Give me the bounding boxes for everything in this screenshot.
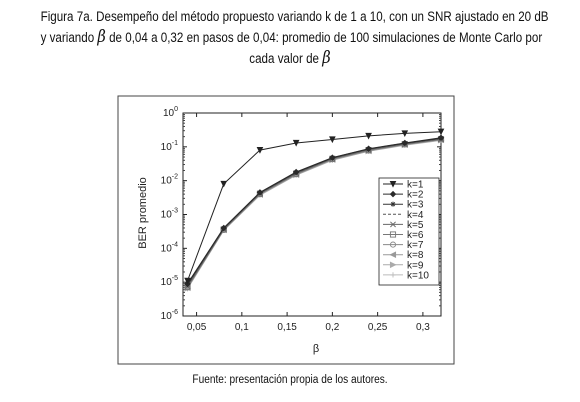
legend-label: k=7 [407,240,424,252]
y-tick-label: $10^{-5}$ [160,275,178,289]
caption-beta-symbol-2: β [322,48,331,68]
x-tick-label: 0,25 [367,322,388,333]
x-tick-label: 0,3 [415,322,430,333]
legend-label: k=9 [407,260,424,272]
y-axis-label: BER promedio [137,177,149,249]
y-tick-label: $10^{-6}$ [160,309,178,322]
legend-label: k=2 [407,189,424,201]
caption-line-1: Figura 7a. Desempeño del método propuesto variando k de 1 a 10, con un SNR ajustado en 20 dB [40,9,549,24]
y-tick-label: $10^{-1}$ [160,139,178,153]
x-tick-label: 0,1 [234,322,249,333]
x-tick-label: 0,2 [325,322,340,333]
y-tick-label: $10^{-2}$ [160,173,178,187]
legend-label: k=1 [407,179,424,191]
caption-beta-symbol: β [97,27,106,47]
source-note: Fuente: presentación propia de los autores. [192,374,388,386]
y-tick-label: $10^{-3}$ [160,207,178,221]
x-tick-label: 0,05 [186,322,207,333]
legend-label: k=8 [407,250,424,262]
y-tick-label: $10^{-4}$ [160,241,178,255]
y-tick-label: $10^0$ [162,106,178,119]
caption-line-2-start: y variando [40,30,95,45]
legend-label: k=5 [407,219,424,231]
x-tick-label: 0,15 [277,322,297,333]
plot-layer [161,106,444,333]
caption-line-2-end: de 0,04 a 0,32 en pasos de 0,04: promedio de 100 simulaciones de Monte Carlo por [109,30,543,45]
legend-label: k=10 [407,270,429,282]
x-axis-label: β [312,343,320,355]
legend-marker [390,202,395,207]
legend-label: k=4 [407,209,424,221]
legend-label: k=6 [407,230,424,241]
caption-line-3-start: cada valor de [249,51,320,66]
legend-label: k=3 [407,199,424,211]
